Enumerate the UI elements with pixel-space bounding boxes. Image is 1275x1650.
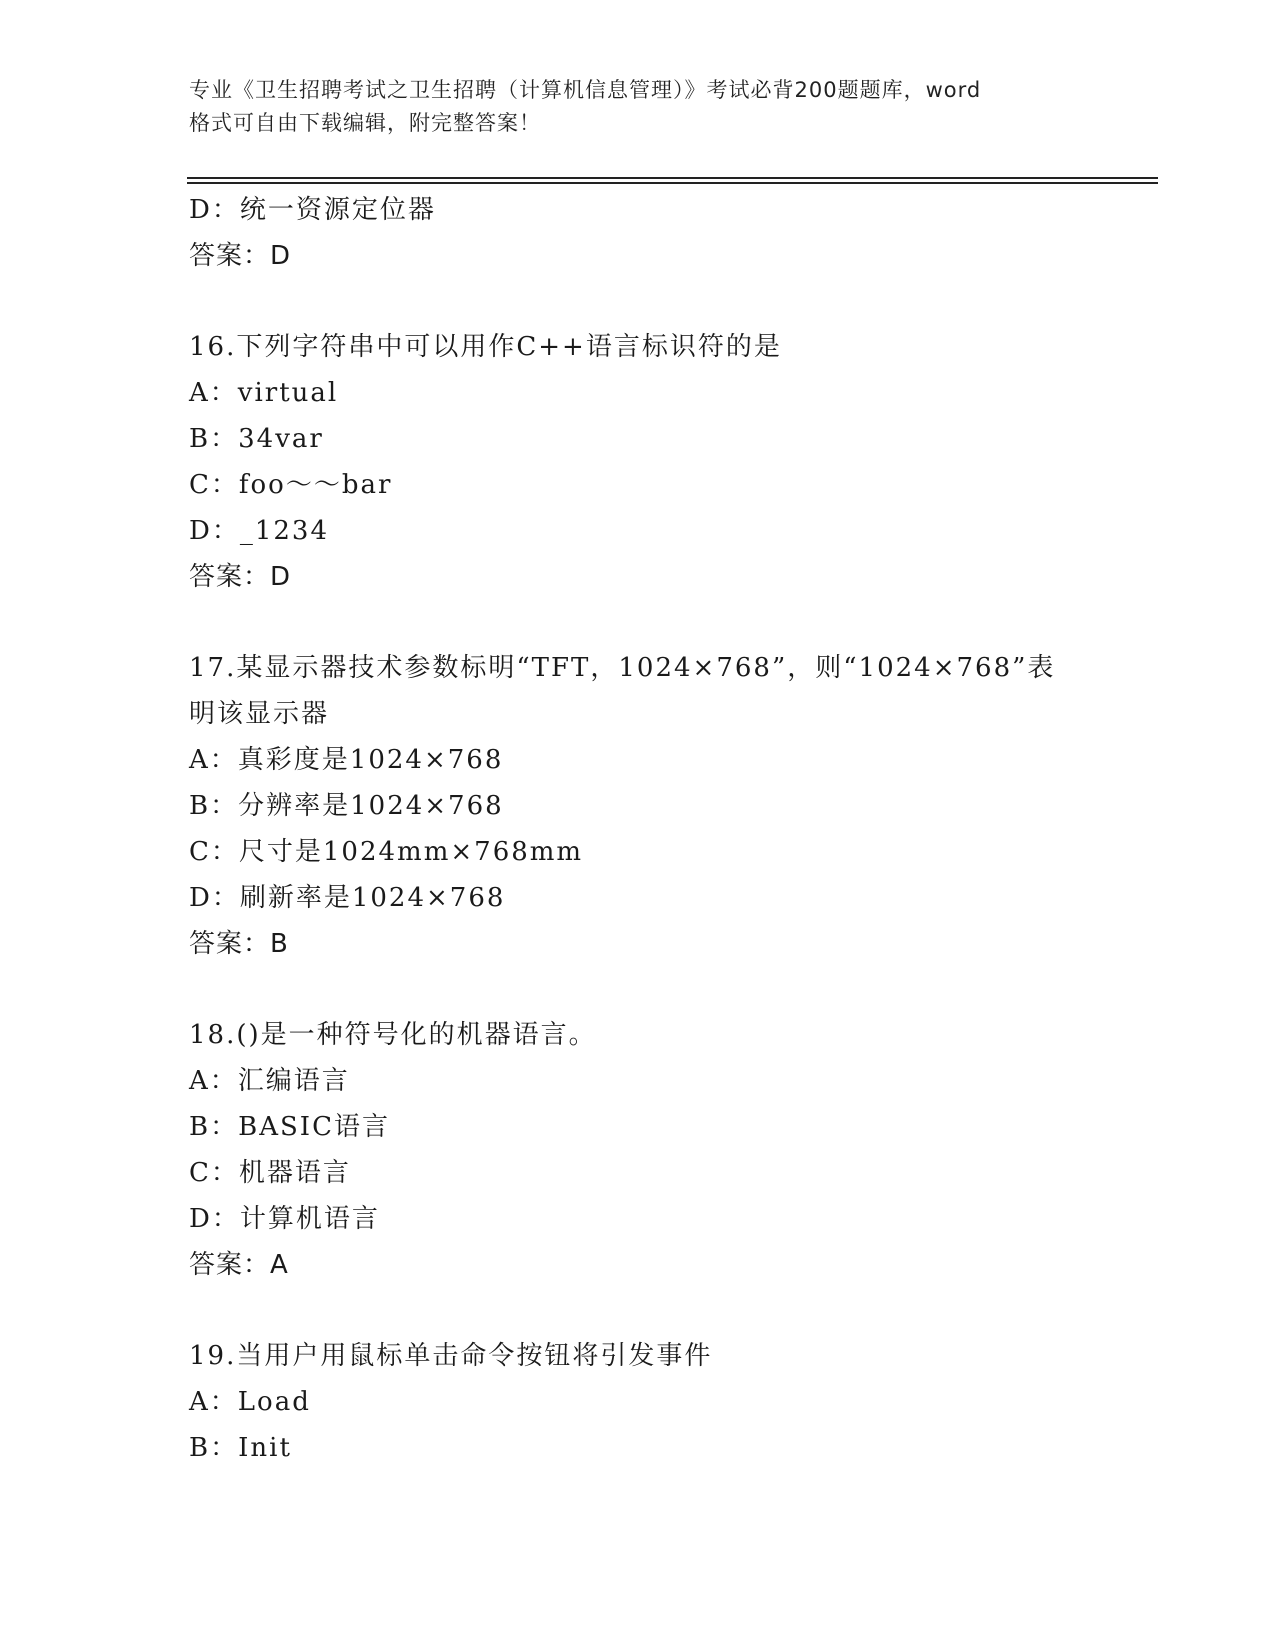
option-a: A：真彩度是1024×768: [189, 745, 504, 775]
answer: 答案：A: [189, 1250, 289, 1280]
prev-option-d: D：统一资源定位器: [189, 195, 436, 225]
option-b: B：Init: [189, 1433, 292, 1463]
option-d: D：刷新率是1024×768: [189, 883, 506, 913]
question-17: [189, 645, 1089, 967]
question-16: [189, 324, 1089, 600]
header-line-2: 格式可自由下载编辑，附完整答案！: [189, 111, 541, 135]
document-header: [189, 74, 1089, 140]
option-c: C：尺寸是1024mm×768mm: [189, 837, 584, 867]
header-divider-bottom: [187, 182, 1158, 184]
question-list: [189, 187, 1089, 1471]
question-18: [189, 1012, 1089, 1288]
option-d: D：计算机语言: [189, 1204, 380, 1234]
answer: 答案：B: [189, 929, 289, 959]
question-19: [189, 1333, 1089, 1471]
question-text: 19.当用户用鼠标单击命令按钮将引发事件: [189, 1341, 713, 1371]
question-text: 16.下列字符串中可以用作C++语言标识符的是: [189, 332, 782, 362]
question-text: 17.某显示器技术参数标明“TFT，1024×768”，则“1024×768”表明该显示器: [189, 653, 1056, 729]
option-a: A：Load: [189, 1387, 311, 1417]
option-b: B：分辨率是1024×768: [189, 791, 504, 821]
option-a: A：virtual: [189, 378, 339, 408]
option-d: D：_1234: [189, 516, 330, 546]
question-text: 18.()是一种符号化的机器语言。: [189, 1020, 597, 1050]
header-line-1: 专业《卫生招聘考试之卫生招聘（计算机信息管理）》考试必背200题题库，word: [189, 78, 982, 102]
option-a: A：汇编语言: [189, 1066, 350, 1096]
header-divider-top: [187, 177, 1158, 179]
prev-answer: 答案：D: [189, 241, 292, 271]
option-c: C：机器语言: [189, 1158, 351, 1188]
answer: 答案：D: [189, 562, 292, 592]
option-c: C：foo～～bar: [189, 470, 393, 500]
option-b: B：BASIC语言: [189, 1112, 390, 1142]
option-b: B：34var: [189, 424, 324, 454]
